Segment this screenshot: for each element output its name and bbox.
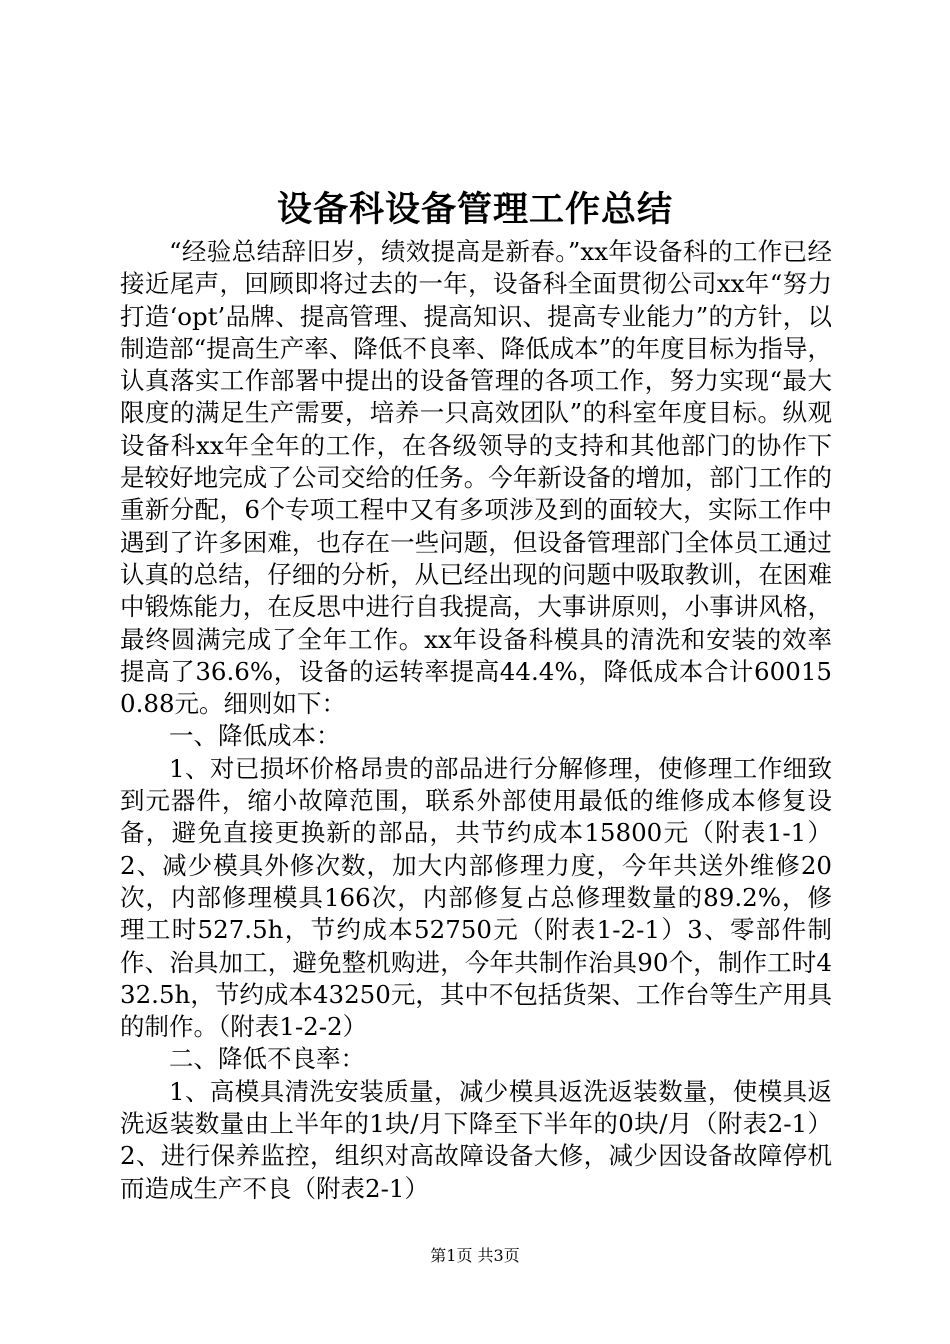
- section-heading-reduce-cost: 一、降低成本：: [169, 721, 341, 751]
- section-heading-reduce-defect: 二、降低不良率：: [169, 1044, 365, 1074]
- paragraph-intro: “经验总结辞旧岁，绩效提高是新春。”xx年设备科的工作已经接近尾声，回顾即将过去的一年，设备科全面贯彻公司xx年“努力打造‘opt’品牌、提高管理、提高知识、提高专业能力”的方针，以制造部“提高生产率、降低不良率、降低成本”的年度目标为指导，认真落实工作部署中提出的设备管理的各项工作，努力实现“最大限度的满足生产需要，培养一只高效团队”的科室年度目标。纵观设备科xx年全年的工作，在各级领导的支持和其他部门的协作下是较好地完成了公司交给的任务。今年新设备的增加，部门工作的重新分配，6个专项工程中又有多项涉及到的面较大，实际工作中遇到了许多困难，也存在一些问题，但设备管理部门全体员工通过认真的总结，仔细的分析，从已经出现的问题中吸取教训，在困难中锻炼能力，在反思中进行自我提高，大事讲原则，小事讲风格，最终圆满完成了全年工作。xx年设备科模具的清洗和安装的效率提高了36.6%，设备的运转率提高44.4%，降低成本合计600150.88元。细则如下：: [120, 237, 832, 719]
- document-body: [120, 236, 832, 1205]
- page-footer: 第1页 共3页: [430, 1246, 520, 1265]
- paragraph-reduce-defect: 1、高模具清洗安装质量，减少模具返洗返装数量，使模具返洗返装数量由上半年的1块/月下降至下半年的0块/月（附表2-1）2、进行保养监控，组织对高故障设备大修，减少因设备故障停机而造成生产不良（附表2-1）: [120, 1076, 832, 1203]
- document-title: 设备科设备管理工作总结: [276, 189, 673, 230]
- paragraph-reduce-cost: 1、对已损坏价格昂贵的部品进行分解修理，使修理工作细致到元器件，缩小故障范围，联系外部使用最低的维修成本修复设备，避免直接更换新的部品，共节约成本15800元（附表1-1）2、减少模具外修次数，加大内部修理力度，今年共送外维修20次，内部修理模具166次，内部修复占总修理数量的89.2%，修理工时527.5h，节约成本52750元（附表1-2-1）3、零部件制作、治具加工，避免整机购进，今年共制作治具90个，制作工时432.5h，节约成本43250元，其中不包括货架、工作台等生产用具的制作。（附表1-2-2）: [120, 753, 832, 1042]
